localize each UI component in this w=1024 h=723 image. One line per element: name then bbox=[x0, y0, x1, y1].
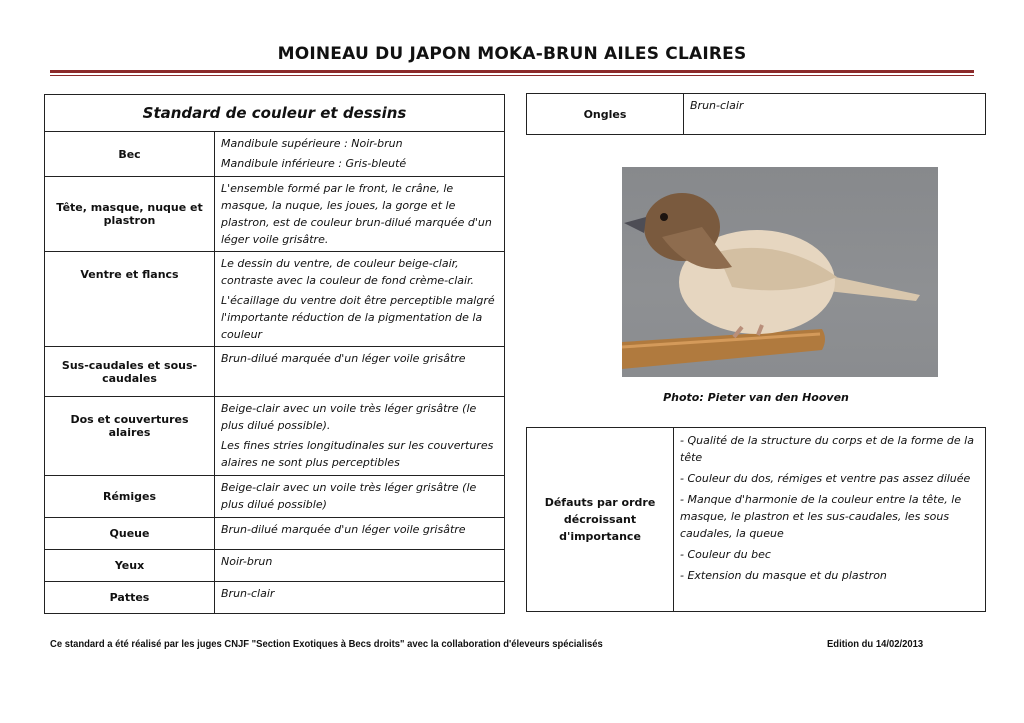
list-item: - Couleur du dos, rémiges et ventre pas assez diluée bbox=[680, 472, 971, 485]
row-line: Le dessin du ventre, de couleur beige-clair, contraste avec la couleur de fond crème-clair. bbox=[221, 257, 475, 287]
faults-list-cell bbox=[674, 428, 986, 612]
footer-edition: Edition du 14/02/2013 bbox=[827, 638, 924, 650]
row-line: Noir-brun bbox=[221, 555, 273, 568]
row-value-pattes bbox=[215, 582, 505, 614]
row-label-ventre: Ventre et flancs bbox=[45, 252, 215, 347]
table-row bbox=[45, 252, 505, 347]
bird-illustration bbox=[622, 167, 938, 377]
table-row bbox=[45, 518, 505, 550]
table-row bbox=[45, 582, 505, 614]
table-row bbox=[45, 347, 505, 397]
table-row bbox=[45, 132, 505, 177]
list-item: - Manque d'harmonie de la couleur entre la tête, le masque, le plastron et les sus-caudales, les sous caudales, la queue bbox=[680, 493, 962, 540]
row-line: Brun-dilué marquée d'un léger voile grisâtre bbox=[221, 523, 466, 536]
bird-beak bbox=[624, 217, 646, 233]
list-item: - Couleur du bec bbox=[680, 548, 771, 561]
nails-label: Ongles bbox=[527, 94, 684, 135]
footer-credit: Ce standard a été réalisé par les juges CNJF "Section Exotiques à Becs droits" avec la collaboration d'éleveurs spécialisés bbox=[50, 638, 603, 650]
row-line: Mandibule inférieure : Gris-bleuté bbox=[221, 157, 407, 170]
bird-photo bbox=[622, 167, 938, 377]
row-value-bec bbox=[215, 132, 505, 177]
standard-header: Standard de couleur et dessins bbox=[45, 95, 505, 132]
row-value-remiges bbox=[215, 476, 505, 518]
row-line: L'écaillage du ventre doit être perceptible malgré l'importante réduction de la pigmentation de la couleur bbox=[221, 294, 495, 341]
row-line: Beige-clair avec un voile très léger grisâtre (le plus dilué possible) bbox=[221, 481, 477, 511]
row-line: Mandibule supérieure : Noir-brun bbox=[221, 137, 403, 150]
row-label-dos: Dos et couvertures alaires bbox=[45, 397, 215, 476]
row-label-pattes: Pattes bbox=[45, 582, 215, 614]
faults-table bbox=[526, 427, 986, 612]
faults-label: Défauts par ordre décroissant d'importance bbox=[527, 428, 674, 612]
row-line: Beige-clair avec un voile très léger grisâtre (le plus dilué possible). bbox=[221, 402, 477, 432]
nails-table bbox=[526, 93, 986, 135]
row-line: Les fines stries longitudinales sur les couvertures alaires ne sont plus perceptibles bbox=[221, 439, 494, 469]
row-value-queue bbox=[215, 518, 505, 550]
table-row bbox=[45, 177, 505, 252]
faults-list bbox=[680, 432, 979, 584]
bird-eye bbox=[660, 213, 668, 221]
table-row bbox=[45, 397, 505, 476]
table-row bbox=[45, 476, 505, 518]
row-value-caudales bbox=[215, 347, 505, 397]
row-label-tete: Tête, masque, nuque et plastron bbox=[45, 177, 215, 252]
row-label-yeux: Yeux bbox=[45, 550, 215, 582]
row-value-yeux bbox=[215, 550, 505, 582]
title-rule bbox=[50, 70, 974, 73]
standard-table bbox=[44, 94, 505, 614]
page-title: MOINEAU DU JAPON MOKA-BRUN AILES CLAIRES bbox=[277, 44, 747, 64]
row-line: Brun-dilué marquée d'un léger voile grisâtre bbox=[221, 352, 466, 365]
photo-caption: Photo: Pieter van den Hooven bbox=[663, 391, 849, 404]
title-rule-thin bbox=[50, 75, 974, 76]
list-item: - Extension du masque et du plastron bbox=[680, 569, 887, 582]
row-label-remiges: Rémiges bbox=[45, 476, 215, 518]
row-value-tete bbox=[215, 177, 505, 252]
row-value-ventre bbox=[215, 252, 505, 347]
nails-value: Brun-clair bbox=[684, 94, 986, 135]
row-label-bec: Bec bbox=[45, 132, 215, 177]
row-value-dos bbox=[215, 397, 505, 476]
row-line: L'ensemble formé par le front, le crâne, le masque, la nuque, les joues, la gorge et le plastron, est de couleur brun-dilué marquée d'un léger voile grisâtre. bbox=[221, 182, 492, 246]
row-label-queue: Queue bbox=[45, 518, 215, 550]
table-row bbox=[45, 550, 505, 582]
row-line: Brun-clair bbox=[221, 587, 275, 600]
list-item: - Qualité de la structure du corps et de la forme de la tête bbox=[680, 434, 974, 464]
row-label-caudales: Sus-caudales et sous-caudales bbox=[45, 347, 215, 397]
